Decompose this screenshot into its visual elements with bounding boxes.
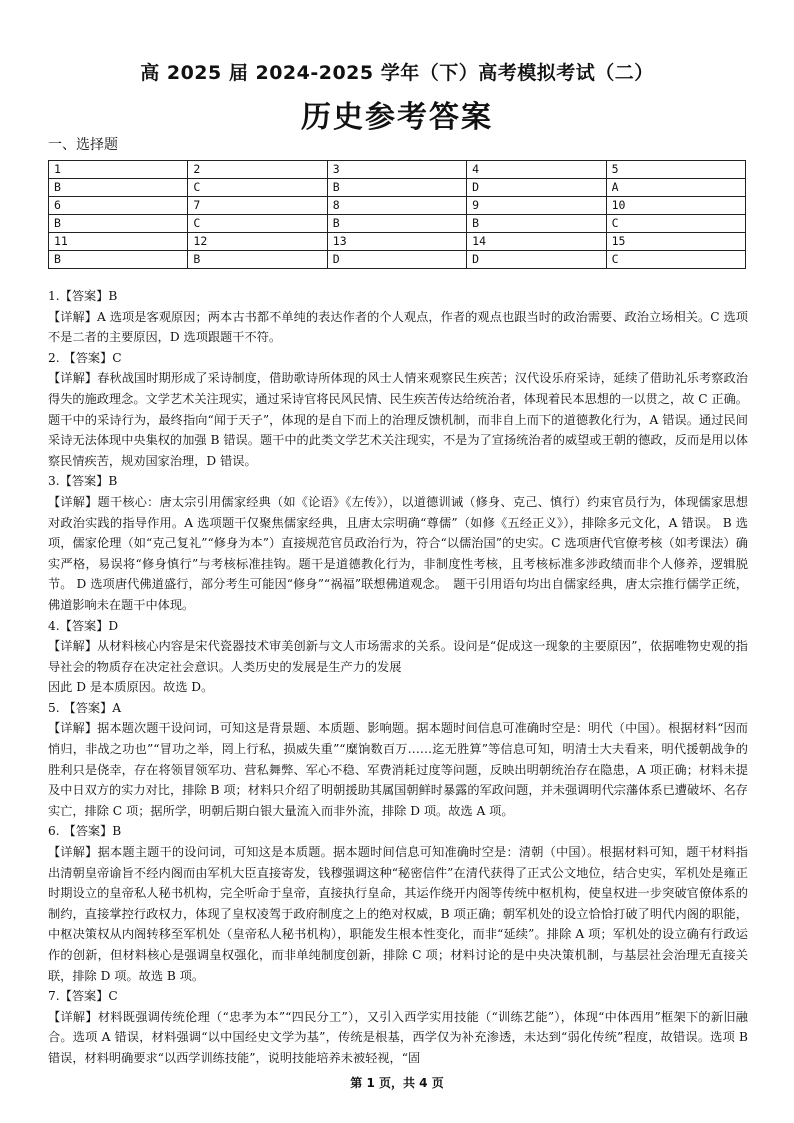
explanation-paragraph: 【详解】据本题次题干设问词，可知这是背景题、本质题、影响题。据本题时间信息可准确时空是：明代（中国）。根据材料“因而悄归，非战之功也”“冒功之举，罔上行私，损威失重”“糜饷数百万……迄无胜算”等信息可知，明清士大夫看来，明代援朝战争的胜利只是侥幸，存在将领冒领军功、营私舞弊、军心不稳、军费消耗过度等问题，反映出明朝统治存在隐患，A 项正确；材料未提及中日双方的实力对比，排除 B 项；材料只介绍了明朝援助其属国朝鲜时暴露的军政问题，并未强调明代宗藩体系已遭破坏、名存实亡，排除 C 项；据所学，明朝后期白银大量流入而非外流，排除 D 项。故选 A 项。	[48, 721, 748, 818]
question-number-cell: 13	[327, 233, 466, 251]
question-number-cell: 7	[188, 197, 327, 215]
question-number-cell: 15	[606, 233, 745, 251]
question-number-cell: 9	[467, 197, 606, 215]
answer-cell: D	[467, 251, 606, 269]
table-row	[49, 233, 746, 251]
answer-line: 2. 【答案】C	[48, 350, 122, 365]
table-row	[49, 161, 746, 179]
explanation-paragraph: 【详解】题干核心：唐太宗引用儒家经典（如《论语》《左传》），以道德训诫（修身、克己、慎行）约束官员行为，体现儒家思想对政治实践的指导作用。A 选项题干仅聚焦儒家经典，且唐太宗明确“尊儒”（如修《五经正义》），排除多元文化，A 错误。 B 选项，儒家伦理（如“克己复礼”“修身为本”）直接规范官员政治行为，符合“以儒治国”的史实。C 选项唐代官僚考核（如考课法）确实严格，易误将“修身慎行”与考核标准挂钩。题干是道德教化行为，非制度性考核，且考核标准多涉政绩而非个人修养，逻辑脱节。 D 选项唐代佛道盛行，部分考生可能因“修身”“祸福”联想佛道观念。 题干引用语句均出自儒家经典，唐太宗推行儒学正统，佛道影响未在题干中体现。	[48, 494, 748, 612]
answer-line: 1.【答案】B	[48, 289, 118, 303]
table-row	[49, 197, 746, 215]
explanation-paragraph: 【详解】据本题主题干的设问词，可知这是本质题。据本题时间信息可知准确时空是：清朝（中国）。根据材料可知，题干材料指出清朝皇帝谕旨不经内阁而由军机大臣直接寄发，钱穆强调这种“秘密信件”在清代获得了正式公文地位，结合史实，军机处是雍正时期设立的皇帝私人秘书机构，完全听命于皇帝，直接执行皇命，其运作绕开内阁等传统中枢机构，使皇权进一步突破官僚体系的制约，直接掌控行政权力，体现了皇权凌驾于政府制度之上的绝对权威，B 项正确；朝军机处的设立恰恰打破了明代内阁的职能，中枢决策权从内阁转移至军机处（皇帝私人秘书机构），职能发生根本性变化，而非“延续”。排除 A 项；军机处的设立确有行政运作的创新，但材料核心是强调皇权强化，而非单纯制度创新，排除 C 项；材料讨论的是中央决策机制，与基层社会治理无直接关联，排除 D 项。故选 B 项。	[48, 845, 748, 983]
table-row	[49, 215, 746, 233]
question-number-cell: 4	[467, 161, 606, 179]
answer-cell: C	[606, 251, 745, 269]
page-footer: 第 1 页，共 4 页	[350, 1076, 444, 1090]
question-number-cell: 12	[188, 233, 327, 251]
exam-title: 高 2025 届 2024-2025 学年（下）高考模拟考试（二）	[140, 62, 654, 84]
document-subtitle: 历史参考答案	[301, 100, 493, 135]
explanation-paragraph: 因此 D 是本质原因。故选 D。	[48, 680, 214, 695]
answer-line: 7.【答案】C	[48, 989, 118, 1004]
answer-line: 5. 【答案】A	[48, 700, 122, 715]
answer-cell: B	[49, 215, 188, 233]
answer-cell: D	[467, 179, 606, 197]
answer-cell: B	[49, 251, 188, 269]
question-number-cell: 3	[327, 161, 466, 179]
question-number-cell: 8	[327, 197, 466, 215]
table-row	[49, 179, 746, 197]
answer-cell: C	[188, 215, 327, 233]
answer-line: 6. 【答案】B	[48, 824, 122, 839]
answer-line: 3.【答案】B	[48, 474, 118, 489]
answer-line: 4.【答案】D	[48, 618, 119, 633]
answer-cell: B	[327, 179, 466, 197]
question-number-cell: 11	[49, 233, 188, 251]
answer-cell: C	[188, 179, 327, 197]
answer-cell: B	[188, 251, 327, 269]
answer-cell: A	[606, 179, 745, 197]
answer-cell: C	[606, 215, 745, 233]
answer-cell: B	[327, 215, 466, 233]
explanation-paragraph: 【详解】春秋战国时期形成了采诗制度，借助歌诗所体现的风士人情来观察民生疾苦；汉代设乐府采诗，延续了借助礼乐考察政治得失的施政理念。文学艺术关注现实，通过采诗官将民风民情、民生疾苦传达给统治者，体现着民本思想的一以贯之，故 C 正确。题干中的采诗行为，最终指向“闻于天子”，体现的是自下而上的治理反馈机制，而非自上而下的道德教化行为，A 错误。通过民间采诗无法体现中央集权的加强 B 错误。题干中的此类文学艺术关注现实，不是为了宣扬统治者的威望或王朝的德政，反而是用以体察民情疾苦，规劝国家治理，D 错误。	[48, 371, 748, 468]
question-number-cell: 6	[49, 197, 188, 215]
explanation-paragraph: 【详解】A 选项是客观原因；两本古书都不单纯的表达作者的个人观点，作者的观点也跟当时的政治需要、政治立场相关。C 选项不是二者的主要原因，D 选项跟题干不符。	[48, 309, 748, 345]
question-number-cell: 5	[606, 161, 745, 179]
answer-cell: D	[327, 251, 466, 269]
answer-table	[48, 160, 746, 269]
question-number-cell: 10	[606, 197, 745, 215]
explanation-paragraph: 【详解】材料既强调传统伦理（“忠孝为本”“四民分工”），又引入西学实用技能（“训练艺能”），体现“中体西用”框架下的新旧融合。选项 A 错误，材料强调“以中国经史文学为基”，传统是根基，西学仅为补充渗透，未达到“弱化传统”程度，故错误。选项 B 错误，材料明确要求“以西学训练技能”，说明技能培养未被轻视，“固	[48, 1009, 748, 1065]
explanation-paragraph: 【详解】从材料核心内容是宋代瓷器技术审美创新与文人市场需求的关系。设问是“促成这一现象的主要原因”，依据唯物史观的指导社会的物质存在决定社会意识。人类历史的发展是生产力的发展	[48, 639, 748, 674]
explanations	[48, 286, 748, 1069]
answer-cell: B	[467, 215, 606, 233]
answer-cell: B	[49, 179, 188, 197]
section-heading: 一、选择题	[48, 137, 118, 153]
question-number-cell: 14	[467, 233, 606, 251]
question-number-cell: 1	[49, 161, 188, 179]
question-number-cell: 2	[188, 161, 327, 179]
table-row	[49, 251, 746, 269]
